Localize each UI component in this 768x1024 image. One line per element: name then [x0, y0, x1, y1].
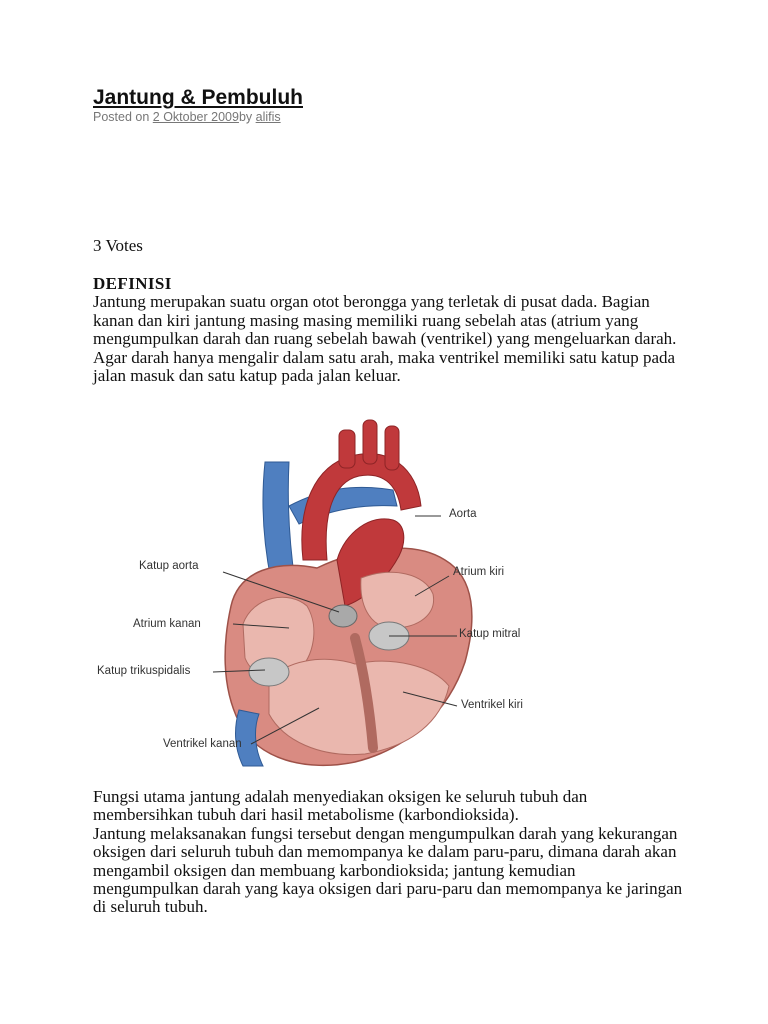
definition-section — [93, 275, 683, 385]
label-katup-mitral: Katup mitral — [459, 628, 521, 640]
definition-paragraph: Jantung merupakan suatu organ otot berongga yang terletak di pusat dada. Bagian kanan dan kiri jantung masing masing memiliki ruang sebelah atas (atrium yang mengumpulkan darah dan ruang sebelah bawah (ventrikel) yang mengeluarkan darah. — [93, 292, 677, 349]
post-title-link[interactable]: Jantung & Pembuluh — [93, 86, 303, 109]
arch-branch — [363, 420, 377, 464]
definition-paragraph: Agar darah hanya mengalir dalam satu arah, maka ventrikel memiliki satu katup pada jalan masuk dan satu katup pada jalan keluar. — [93, 347, 676, 386]
posted-on-label: Posted on — [93, 110, 153, 124]
function-section — [93, 788, 683, 917]
label-katup-trikuspidalis: Katup trikuspidalis — [97, 665, 191, 677]
label-katup-aorta: Katup aorta — [139, 560, 199, 572]
votes-count: 3 Votes — [93, 236, 143, 255]
label-ventrikel-kiri: Ventrikel kiri — [461, 699, 523, 711]
superior-vena-cava — [263, 462, 295, 582]
aortic-valve — [329, 605, 357, 627]
function-paragraph: Fungsi utama jantung adalah menyediakan oksigen ke seluruh tubuh dan membersihkan tubuh dari hasil metabolisme (karbondioksida). — [93, 787, 588, 825]
function-paragraph: Jantung melaksanakan fungsi tersebut dengan mengumpulkan darah yang kekurangan oksigen dari seluruh tubuh dan memompanya ke dalam paru-paru, dimana darah akan mengambil oksigen dan membuang karbondioksida; jantung kemudian mengumpulkan darah yang kaya oksigen dari paru-paru dan memompanya ke jaringan di seluruh tubuh. — [93, 823, 683, 917]
arch-branch — [385, 426, 399, 470]
post-date-link[interactable]: 2 Oktober 2009 — [152, 110, 239, 124]
heart-diagram — [93, 410, 548, 770]
by-label: by — [238, 110, 256, 124]
author-link[interactable]: alifis — [255, 110, 281, 124]
post-meta — [93, 110, 281, 124]
label-atrium-kanan: Atrium kanan — [133, 618, 201, 630]
tricuspid-valve — [249, 658, 289, 686]
arch-branch — [339, 430, 355, 468]
label-atrium-kiri: Atrium kiri — [453, 566, 505, 578]
label-aorta: Aorta — [449, 508, 477, 520]
definition-heading: DEFINISI — [93, 274, 172, 293]
label-ventrikel-kanan: Ventrikel kanan — [163, 738, 242, 750]
heart-illustration — [93, 410, 548, 770]
